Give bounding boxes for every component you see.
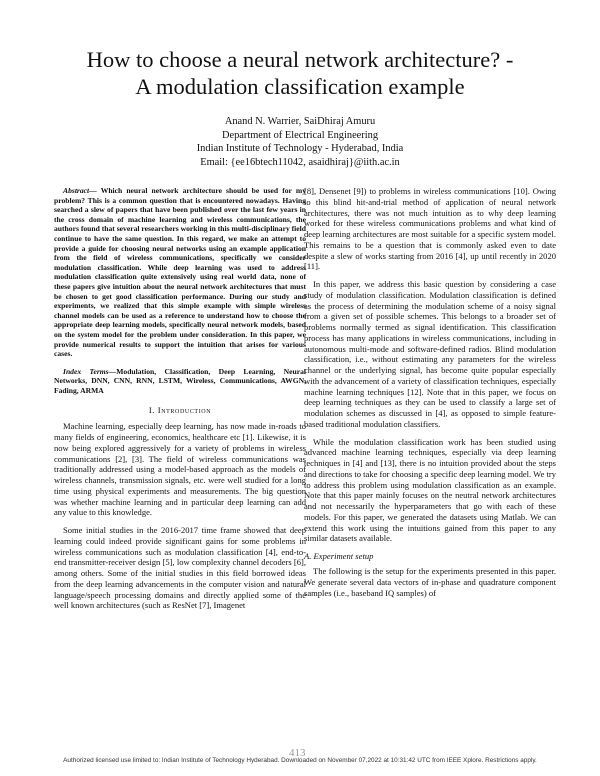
page-number: 413 [289,747,306,759]
author-department: Department of Electrical Engineering [221,129,379,141]
subsection-heading-experiment-setup: A. Experiment setup [304,551,374,561]
intro-paragraph-3: In this paper, we address this basic question by considering a case study of modulation classification. Modulation classification is defined as the process of determining the modulation scheme of a noisy signal from a given set of possible schemes. This belongs to a broader set of problems normally termed as signal identification. This classification process has many applications in wireless communications, including in autonomous multi-mode and software-defined radios. Blind modulation classification, i.e., without estimating any parameters for the wireless channel or the underlying signal, has become quite popular especially with the advancement of a variety of classification techniques, especially machine learning techniques [12]. Note that in this paper, we focus on deep learning techniques as they can be used to classify a large set of modulation schemes as discussed in [4], as opposed to simple feature-based traditional modulation classifiers. [304,279,556,429]
intro-paragraph-continued: [8], Densenet [9]) to problems in wireless communications [10]. Owing to this blind hit-and-trial method of application of neural network architectures, there was not much intuition as to why deep learning worked for these wireless communications problems and what kind of deep learning architectures are most suitable for a specific system model. This remains to be a question that is commonly asked even to date despite a slew of works starting from 2016 [4], up until recently in 2020 [11]. [304,186,556,272]
abstract-label: Abstract [63,186,90,195]
intro-paragraph-2: Some initial studies in the 2016-2017 time frame showed that deep learning could indeed provide significant gains for some problems in wireless communications such as modulation classification [4], end-to-end transmitter-receiver design [5], low complexity channel decoders [6], among others. Some of the initial studies in this field borrowed ideas from the deep learning advancements in the computer vision and natural language/speech processing domains and directly applied some of the well known architectures (such as ResNet [7], Imagenet [54,525,306,611]
abstract-text: — Which neural network architecture should be used for my problem? This is a common question that is encountered nowadays. Having searched a slew of papers that have been published over the last few years in the cross domain of machine learning and wireless communications, the authors found that several researchers working in this multi-disciplinary field continue to have the same question. In this regard, we make an attempt to provide a guide for choosing neural networks using an example application from the field of wireless communications, specifically we consider modulation classification. While deep learning was used to address modulation classification quite extensively using real world data, none of these papers give intuition about the neural network architectures that must be chosen to get good classification performance. During our study and experiments, we realized that this simple example with simple wireless channel models can be used as a reference to understand how to choose the appropriate deep learning models, specifically neural network models, based on the system model for the problem under consideration. In this paper, we provide numerical results to support the intuition that arises for various cases. [54,186,306,359]
index-terms-text: —Modulation, Classification, Deep Learning, Neural Networks, DNN, CNN, RNN, LSTM, Wireless, Communications, AWGN, Fading, ARMA [54,366,306,395]
author-institute: Indian Institute of Technology - Hyderabad, India [196,143,404,155]
author-email: Email: {ee16btech11042, asaidhiraj}@iith.ac.in [200,156,400,168]
left-column [54,186,306,618]
intro-paragraph-1: Machine learning, especially deep learning, has now made in-roads to many fields of engineering, economics, healthcare etc [1]. Likewise, it is now being explored aggressively for a variety of problems in wireless communications [2], [3]. The field of wireless communications was traditionally addressed using a model-based approach as the models of wireless channels, transmission signals, etc. were well studied for a long time using physical experiments and measurements. The big question was whether machine learning and in particular deep learning can add any value to this knowledge. [54,421,306,518]
index-terms [54,367,306,396]
abstract [54,186,306,359]
intro-paragraph-4: While the modulation classification work has been studied using advanced machine learning techniques, especially via deep learning techniques in [4] and [13], there is no intuition provided about the steps and directions to take for choosing a specific deep learning model. We try to address this problem using modulation classification as an example. Note that this paper mainly focuses on the neutral network architectures and not necessarily the hyperparameters that go with each of these models. For this paper, we generated the datasets using Matlab. We can extend this work using the intuitions gained from this paper to any similar datasets available. [304,436,556,544]
paper-title-line-1: How to choose a neural network architecture? - [86,47,514,72]
right-column [304,186,556,605]
license-footer: Authorized licensed use limited to: Indian Institute of Technology Hyderabad. Downloaded on November 07,2022 at 10:31:42 UTC from IEEE Xplore. Restrictions apply. [63,757,537,764]
experiment-paragraph-1: The following is the setup for the experiments presented in this paper. We generate several data vectors of in-phase and quadrature component samples (i.e., baseband IQ samples) of [304,566,556,598]
paper-title [60,46,540,100]
section-heading-introduction: I. Introduction [148,405,212,416]
index-terms-label: Index Terms [63,366,109,376]
author-block [100,115,500,169]
paper-title-line-2: A modulation classification example [135,74,465,99]
author-names: Anand N. Warrier, SaiDhiraj Amuru [224,116,376,127]
